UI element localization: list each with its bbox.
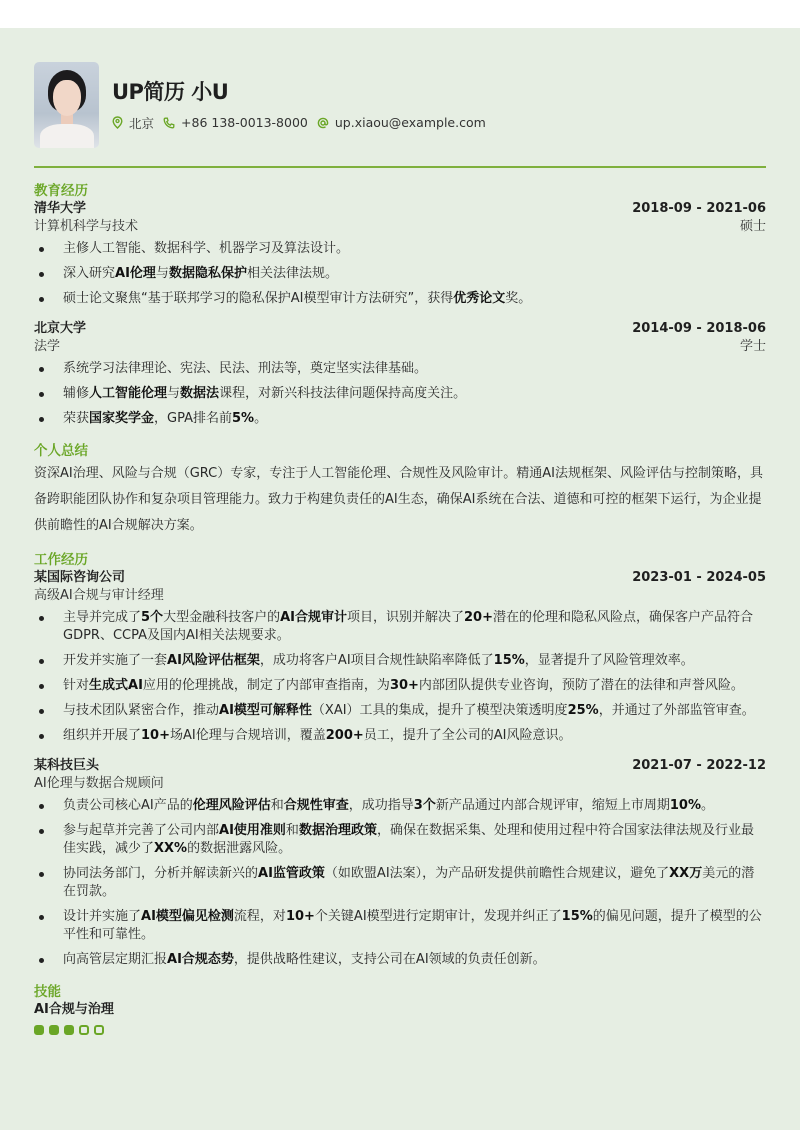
bullet-item: 设计并实施了AI模型偏见检测流程，对10+个关键AI模型进行定期审计，发现并纠正了15%的偏见问题，提升了模型的公平性和可靠性。 (34, 908, 766, 944)
work-date: 2023-01 - 2024-05 (632, 570, 766, 585)
contact-info (112, 114, 495, 132)
work-bullets (34, 797, 766, 969)
section-title-work: 工作经历 (34, 552, 88, 568)
education-entry (34, 320, 766, 428)
contact-phone (163, 115, 308, 130)
education-date: 2014-09 - 2018-06 (632, 321, 766, 336)
skill-dot-empty (79, 1025, 89, 1035)
work-bullets (34, 609, 766, 745)
bullet-item: 深入研究AI伦理与数据隐私保护相关法律法规。 (34, 265, 766, 283)
contact-location (112, 114, 154, 132)
section-title-summary: 个人总结 (34, 443, 88, 459)
company-name: 某国际咨询公司 (34, 570, 126, 585)
resume-content (34, 182, 766, 1035)
header-divider (34, 166, 766, 168)
skill-name: AI合规与治理 (34, 1002, 114, 1017)
summary-text: 资深AI治理、风险与合规（GRC）专家，专注于人工智能伦理、合规性及风险审计。精通AI法规框架、风险评估与控制策略，具备跨职能团队协作和复杂项目管理能力。致力于构建负责任的AI生态，确保AI系统在合法、道德和可控的框架下运行，为企业提供前瞻性的AI合规解决方案。 (34, 466, 763, 533)
bullet-item: 主导并完成了5个大型金融科技客户的AI合规审计项目，识别并解决了20+潜在的伦理和隐私风险点，确保客户产品符合GDPR、CCPA及国内AI相关法规要求。 (34, 609, 766, 645)
bullet-item: 向高管层定期汇报AI合规态势，提供战略性建议，支持公司在AI领域的负责任创新。 (34, 951, 766, 969)
bullet-item: 负责公司核心AI产品的伦理风险评估和合规性审查，成功指导3个新产品通过内部合规评审，缩短上市周期10%。 (34, 797, 766, 815)
job-title: AI伦理与数据合规顾问 (34, 776, 164, 791)
skill-level-dots (34, 1025, 766, 1035)
school-name: 北京大学 (34, 321, 87, 336)
school-name: 清华大学 (34, 201, 87, 216)
education-entry (34, 200, 766, 308)
work-entry (34, 569, 766, 745)
skill-dot-filled (64, 1025, 74, 1035)
education-date: 2018-09 - 2021-06 (632, 201, 766, 216)
skill-dot-filled (34, 1025, 44, 1035)
job-title: 高级AI合规与审计经理 (34, 588, 164, 603)
resume-header (34, 62, 495, 148)
summary-section (34, 442, 766, 539)
bullet-item: 硕士论文聚焦“基于联邦学习的隐私保护AI模型审计方法研究”，获得优秀论文奖。 (34, 290, 766, 308)
bullet-item: 开发并实施了一套AI风险评估框架，成功将客户AI项目合规性缺陷率降低了15%，显著提升了风险管理效率。 (34, 652, 766, 670)
section-title-skills: 技能 (34, 984, 61, 1000)
email-text: up.xiaou@example.com (334, 115, 486, 130)
contact-email (317, 115, 486, 130)
at-icon (317, 117, 329, 129)
bullet-item: 组织并开展了10+场AI伦理与合规培训，覆盖200+员工，提升了全公司的AI风险意识。 (34, 727, 766, 745)
phone-icon (163, 117, 175, 129)
bullet-item: 系统学习法律理论、宪法、民法、刑法等，奠定坚实法律基础。 (34, 360, 766, 378)
skill-dot-filled (49, 1025, 59, 1035)
skill-dot-empty (94, 1025, 104, 1035)
education-bullets (34, 360, 766, 428)
major: 法学 (34, 339, 61, 354)
phone-text: +86 138-0013-8000 (181, 115, 308, 130)
section-title-education: 教育经历 (34, 183, 88, 199)
resume-page (0, 28, 800, 1130)
bullet-item: 辅修人工智能伦理与数据法课程，对新兴科技法律问题保持高度关注。 (34, 385, 766, 403)
degree: 硕士 (739, 219, 766, 234)
bullet-item: 针对生成式AI应用的伦理挑战，制定了内部审查指南，为30+内部团队提供专业咨询，预防了潜在的法律和声誉风险。 (34, 677, 766, 695)
bullet-item: 荣获国家奖学金，GPA排名前5%。 (34, 410, 766, 428)
degree: 学士 (739, 339, 766, 354)
location-text: 北京 (129, 115, 155, 131)
candidate-name: UP简历 小U (112, 79, 229, 104)
major: 计算机科学与技术 (34, 219, 139, 234)
company-name: 某科技巨头 (34, 758, 100, 773)
map-pin-icon (112, 116, 123, 129)
bullet-item: 主修人工智能、数据科学、机器学习及算法设计。 (34, 240, 766, 258)
bullet-item: 与技术团队紧密合作，推动AI模型可解释性（XAI）工具的集成，提升了模型决策透明度25%，并通过了外部监管审查。 (34, 702, 766, 720)
bullet-item: 协同法务部门，分析并解读新兴的AI监管政策（如欧盟AI法案），为产品研发提供前瞻性合规建议，避免了XX万美元的潜在罚款。 (34, 865, 766, 901)
skills-section (34, 983, 766, 1035)
education-bullets (34, 240, 766, 308)
work-section (34, 551, 766, 969)
education-section (34, 182, 766, 428)
bullet-item: 参与起草并完善了公司内部AI使用准则和数据治理政策，确保在数据采集、处理和使用过程中符合国家法律法规及行业最佳实践，减少了XX%的数据泄露风险。 (34, 822, 766, 858)
work-entry (34, 757, 766, 969)
avatar-photo (34, 62, 99, 148)
work-date: 2021-07 - 2022-12 (632, 758, 766, 773)
